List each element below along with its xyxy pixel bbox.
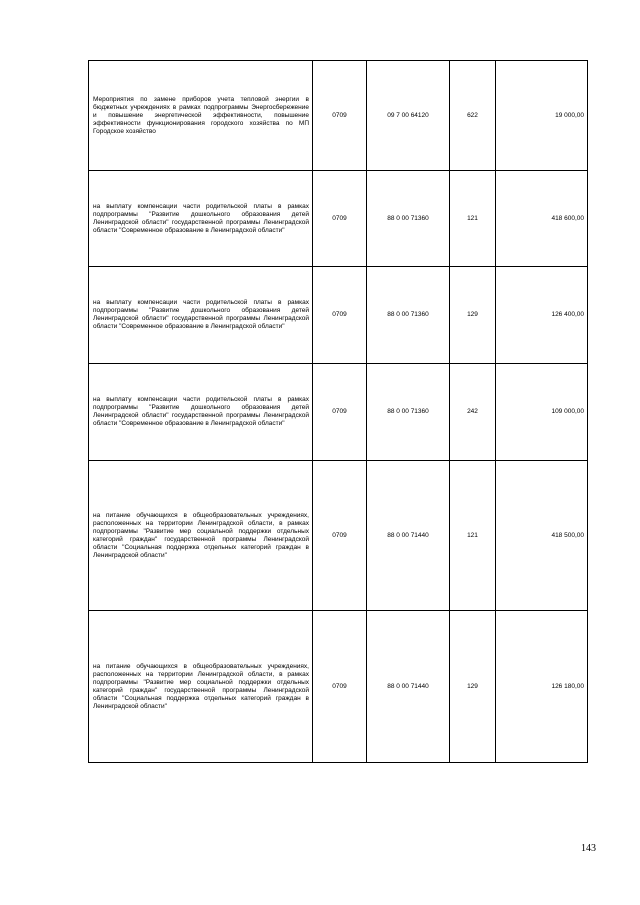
row-type-code: 121 [450, 171, 496, 267]
row-description: Мероприятия по замене приборов учета тепловой энергии в бюджетных учреждениях в рамках подпрограммы Энергосбережение и повышение энергетической эффективности, повышение эффективности функционирования городского хозяйства по МП Городское хозяйство [89, 61, 313, 171]
row-target-code: 88 0 00 71360 [367, 364, 450, 461]
row-section-code: 0709 [313, 611, 367, 763]
row-amount: 418 500,00 [496, 461, 588, 611]
row-amount: 126 400,00 [496, 267, 588, 364]
row-description: на питание обучающихся в общеобразовательных учреждениях, расположенных на территории Ленинградской области, в рамках подпрограммы "Развитие мер социальной поддержки отдельных категорий граждан" государственной программы Ленинградской области "Социальная поддержка отдельных категорий граждан в Ленинградской области" [89, 461, 313, 611]
row-description: на питание обучающихся в общеобразовательных учреждениях, расположенных на территории Ленинградской области, в рамках подпрограммы "Развитие мер социальной поддержки отдельных категорий граждан" государственной программы Ленинградской области "Социальная поддержка отдельных категорий граждан в Ленинградской области" [89, 611, 313, 763]
row-amount: 109 000,00 [496, 364, 588, 461]
row-target-code: 88 0 00 71440 [367, 611, 450, 763]
row-type-code: 121 [450, 461, 496, 611]
row-section-code: 0709 [313, 461, 367, 611]
row-type-code: 622 [450, 61, 496, 171]
budget-table [88, 60, 588, 763]
row-target-code: 88 0 00 71360 [367, 171, 450, 267]
table-row [89, 267, 588, 364]
row-type-code: 242 [450, 364, 496, 461]
table-row [89, 61, 588, 171]
table-row [89, 611, 588, 763]
row-section-code: 0709 [313, 171, 367, 267]
row-target-code: 09 7 00 64120 [367, 61, 450, 171]
table-row [89, 364, 588, 461]
row-section-code: 0709 [313, 364, 367, 461]
row-target-code: 88 0 00 71440 [367, 461, 450, 611]
row-target-code: 88 0 00 71360 [367, 267, 450, 364]
table-row [89, 461, 588, 611]
row-type-code: 129 [450, 611, 496, 763]
row-amount: 126 180,00 [496, 611, 588, 763]
row-amount: 19 000,00 [496, 61, 588, 171]
page-number: 143 [581, 843, 596, 854]
table-row [89, 171, 588, 267]
row-description: на выплату компенсации части родительской платы в рамках подпрограммы "Развитие дошкольного образования детей Ленинградской области" государственной программы Ленинградской области "Современное образование в Ленинградской области" [89, 364, 313, 461]
row-description: на выплату компенсации части родительской платы в рамках подпрограммы "Развитие дошкольного образования детей Ленинградской области" государственной программы Ленинградской области "Современное образование в Ленинградской области" [89, 171, 313, 267]
row-type-code: 129 [450, 267, 496, 364]
row-description: на выплату компенсации части родительской платы в рамках подпрограммы "Развитие дошкольного образования детей Ленинградской области" государственной программы Ленинградской области "Современное образование в Ленинградской области" [89, 267, 313, 364]
row-section-code: 0709 [313, 267, 367, 364]
row-section-code: 0709 [313, 61, 367, 171]
row-amount: 418 600,00 [496, 171, 588, 267]
